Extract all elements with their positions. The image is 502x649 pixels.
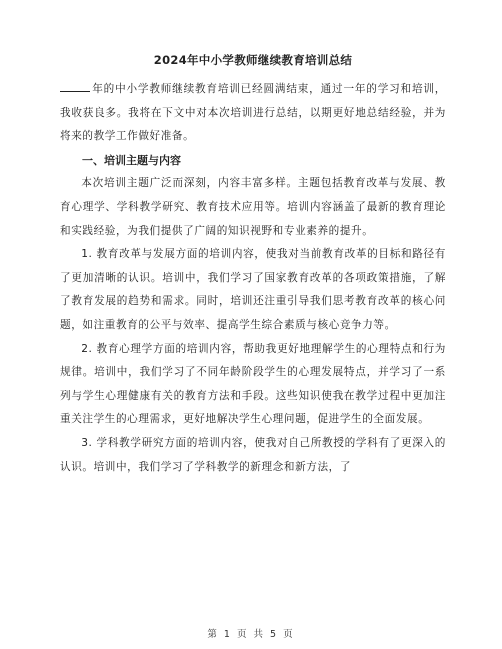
paragraph-subject-teaching: 3. 学科教学研究方面的培训内容，使我对自己所教授的学科有了更深入的认识。培训中，我们学习了学科教学的新理念和新方法，了 xyxy=(60,436,446,473)
page-footer: 第 1 页 共 5 页 xyxy=(207,629,295,640)
section-heading-1: 一、培训主题与内容 xyxy=(82,153,181,167)
intro-paragraph xyxy=(60,78,446,149)
year-blank-line xyxy=(60,81,90,92)
paragraph-topics: 本次培训主题广泛而深刻，内容丰富多样。主题包括教育改革与发展、教育心理学、学科教学研究、教育技术应用等。培训内容涵盖了最新的教育理论和实践经验，为我们提供了广阔的知识视野和专业素养的提升。 xyxy=(60,177,446,237)
paragraph-education-reform: 1. 教育改革与发展方面的培训内容，使我对当前教育改革的目标和路径有了更加清晰的认识。培训中，我们学习了国家教育改革的各项政策措施，了解了教育发展的趋势和需求。同时，培训还注重引导我们思考教育改革的核心问题，如注重教育的公平与效率、提高学生综合素质与核心竞争力等。 xyxy=(60,248,446,331)
paragraph-psychology: 2. 教育心理学方面的培训内容，帮助我更好地理解学生的心理特点和行为规律。培训中，我们学习了不同年龄阶段学生的心理发展特点，并学习了一系列与学生心理健康有关的教育方法和手段。这些知识使我在教学过程中更加注重关注学生的心理需求，更好地解决学生心理问题，促进学生的全面发展。 xyxy=(60,342,446,426)
document-title: 2024年中小学教师继续教育培训总结 xyxy=(153,53,353,67)
intro-text: 年的中小学教师继续教育培训已经圆满结束，通过一年的学习和培训，我收获良多。我将在下文中对本次培训进行总结，以期更好地总结经验，并为将来的教学工作做好准备。 xyxy=(60,83,446,143)
